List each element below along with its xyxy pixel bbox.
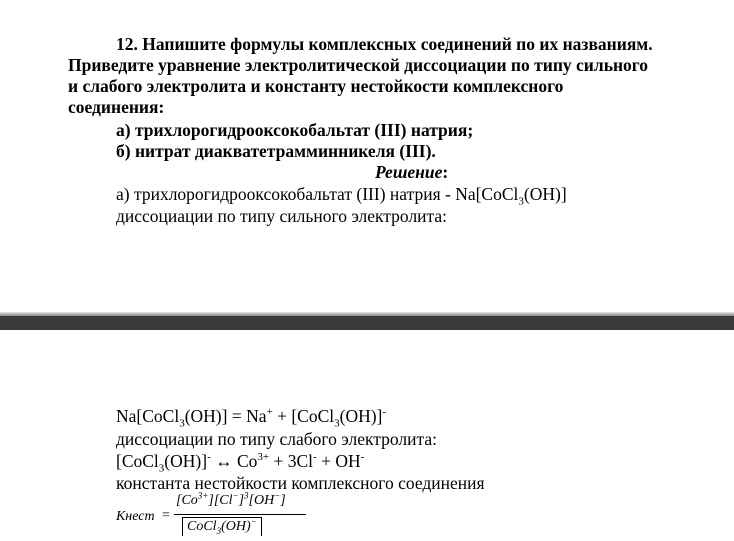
strong-electrolyte-label: диссоциации по типу сильного электролита:	[116, 206, 448, 226]
eq-part: (OH)]	[339, 406, 383, 426]
superscript: 3+	[257, 451, 270, 464]
task-item-a: а) трихлорогидрооксокобальтат (III) натрия;	[116, 120, 474, 140]
superscript: −	[232, 490, 239, 501]
solution-heading	[375, 162, 448, 183]
eq-part: ↔ Co	[210, 451, 258, 471]
num-part: ][Cl	[208, 493, 233, 508]
strong-dissociation-equation	[116, 406, 387, 430]
num-part: [OH	[248, 493, 275, 508]
num-part: ]	[280, 493, 286, 508]
instability-constant-formula	[116, 490, 316, 541]
instability-constant-label: константа нестойкости комплексного соединения	[116, 473, 485, 493]
superscript: +	[266, 406, 273, 419]
superscript: 3+	[197, 490, 209, 501]
num-part: [Co	[176, 493, 198, 508]
superscript: −	[274, 490, 281, 501]
superscript: -	[360, 451, 365, 464]
solution-line-a-end: (OH)]	[523, 184, 567, 204]
subscript: 3	[216, 525, 222, 536]
weak-electrolyte-label: диссоциации по типу слабого электролита:	[116, 429, 437, 449]
superscript: −	[250, 516, 257, 527]
solution-heading-text: Решение	[375, 162, 443, 182]
superscript: -	[207, 451, 211, 464]
solution-heading-colon: :	[442, 162, 449, 182]
superscript: 3	[244, 490, 249, 501]
eq-part: + [CoCl	[272, 406, 335, 426]
superscript: -	[382, 406, 387, 419]
page-break-divider	[0, 316, 734, 330]
task-item-b: б) нитрат диакватетрамминникеля (III).	[116, 141, 436, 161]
task-title-line-3: и слабого электролита и константу нестойкости комплексного	[68, 76, 564, 96]
solution-line-a-text: а) трихлорогидрооксокобальтат (III) натрия - Na[CoCl	[116, 184, 519, 204]
den-part: (OH)	[221, 519, 251, 534]
eq-part: + 3Cl	[269, 451, 314, 471]
num-part: ]	[238, 493, 245, 508]
task-title-line-4: соединения:	[68, 97, 165, 117]
formula-label: Кнест	[116, 509, 155, 524]
subscript: 3	[334, 417, 340, 430]
superscript: -	[313, 451, 317, 464]
task-title-line-2: Приведите уравнение электролитической диссоциации по типу сильного	[68, 55, 649, 75]
den-part: CoCl	[187, 519, 217, 534]
task-title-line-1: 12. Напишите формулы комплексных соединений по их названиям.	[116, 34, 653, 54]
fraction-bar	[174, 514, 306, 515]
weak-dissociation-equation	[116, 451, 365, 475]
formula-numerator	[176, 490, 286, 509]
subscript: 3	[179, 417, 185, 430]
formula-denominator	[182, 517, 262, 536]
solution-line-a	[116, 184, 567, 208]
eq-part: + OH	[316, 451, 361, 471]
eq-part: Na[CoCl	[116, 406, 180, 426]
eq-part: (OH)] = Na	[184, 406, 267, 426]
subscript: 3	[158, 462, 165, 475]
formula-equals: =	[162, 508, 170, 523]
eq-part: (OH)]	[164, 451, 208, 471]
subscript: 3	[518, 195, 524, 208]
eq-part: [CoCl	[116, 451, 159, 471]
